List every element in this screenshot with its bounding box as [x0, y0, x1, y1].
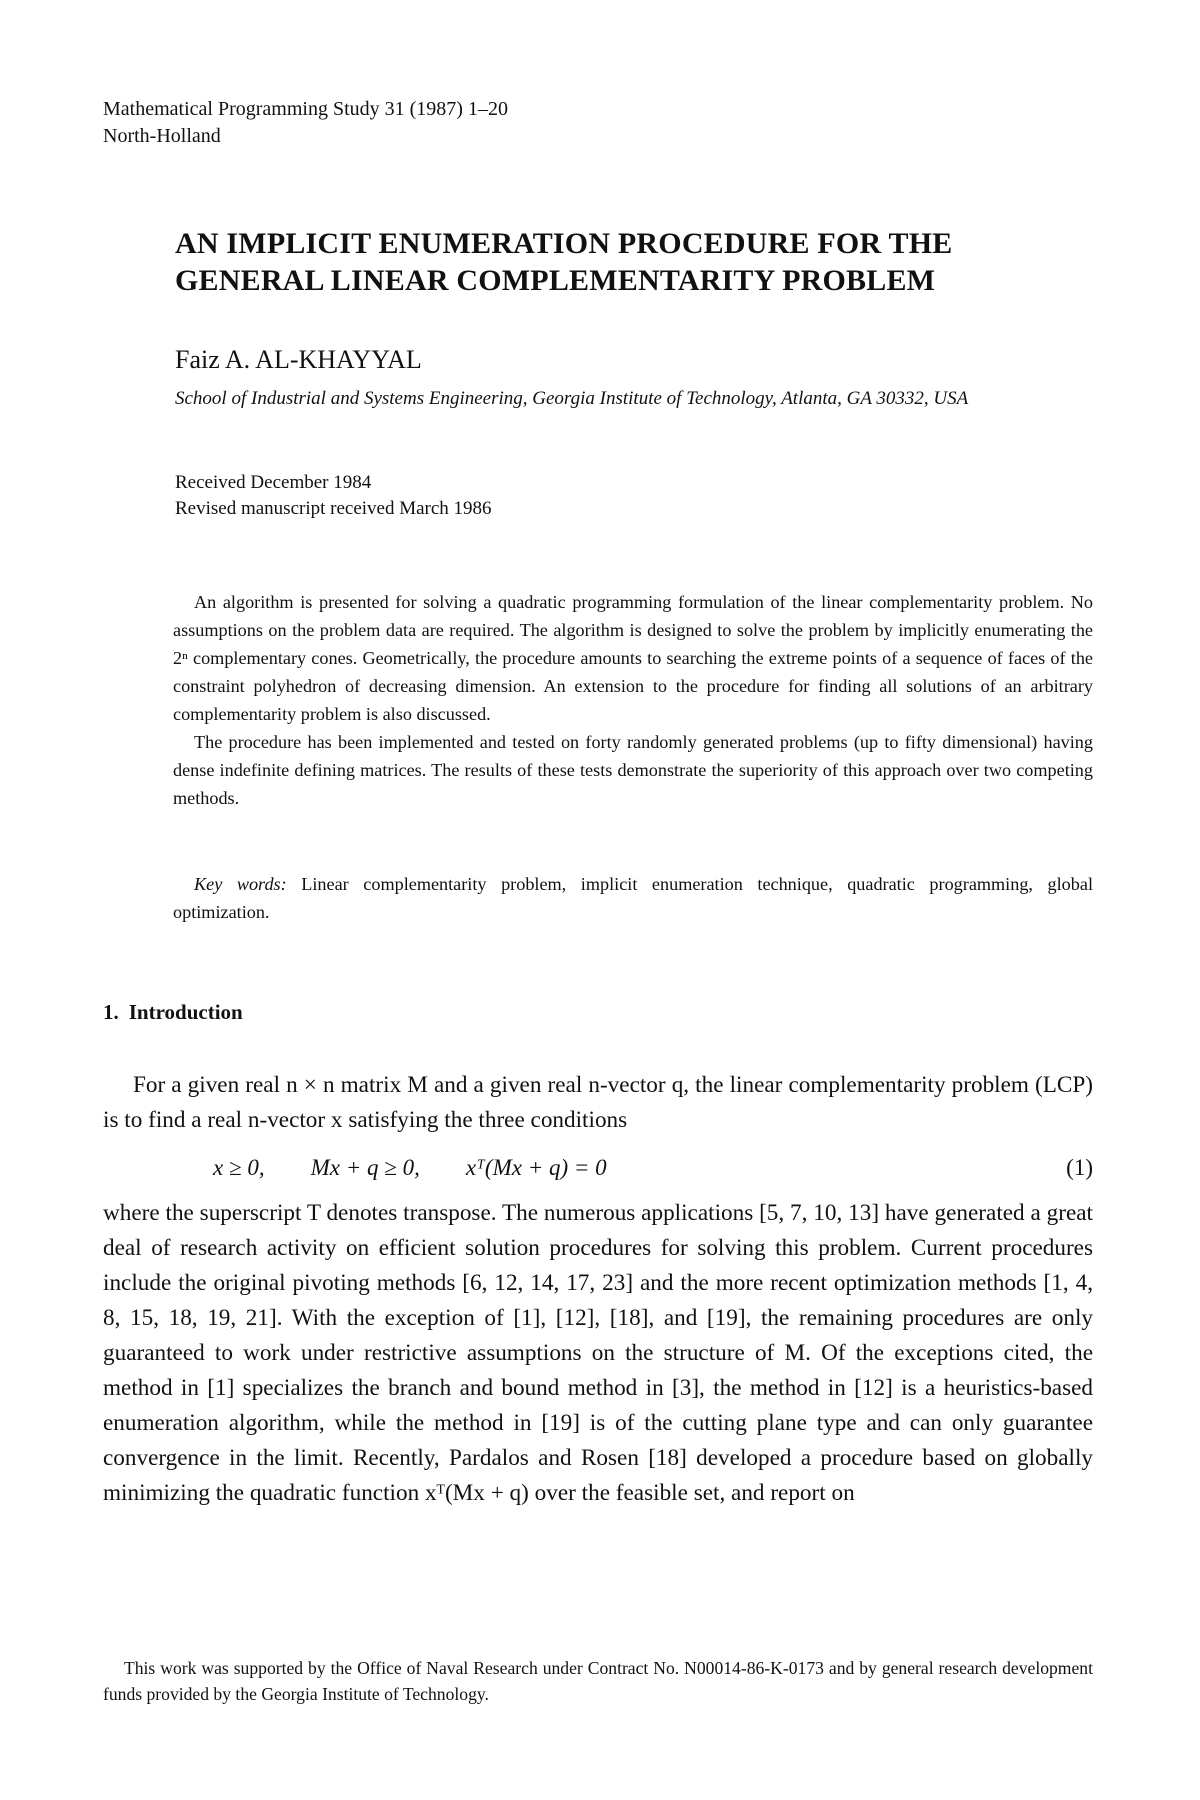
body-text [103, 1068, 1093, 1511]
journal-citation: Mathematical Programming Study 31 (1987) 1–20 [103, 98, 508, 120]
received-date: Received December 1984 [175, 472, 372, 493]
title-line-2: GENERAL LINEAR COMPLEMENTARITY PROBLEM [175, 264, 936, 297]
body-paragraph-2: where the superscript T denotes transpose. The numerous applications [5, 7, 10, 13] have generated a great deal of research activity on efficient solution procedures for solving this problem. Current procedures include the original pivoting methods [6, 12, 14, 17, 23] and the more recent optimization methods [1, 4, 8, 15, 18, 19, 21]. With the exception of [1], [12], [18], and [19], the remaining procedures are only guaranteed to work under restrictive assumptions on the structure of M. Of the exceptions cited, the method in [1] specializes the branch and bound method in [3], the method in [12] is a heuristics-based enumeration algorithm, while the method in [19] is of the cutting plane type and can only guarantee convergence in the limit. Recently, Pardalos and Rosen [18] developed a procedure based on globally minimizing the quadratic function xᵀ(Mx + q) over the feasible set, and report on [103, 1200, 1093, 1506]
body-paragraph-1: For a given real n × n matrix M and a given real n-vector q, the linear complementarity problem (LCP) is to find a real n-vector x satisfying the three conditions [103, 1072, 1093, 1133]
abstract-paragraph-1: An algorithm is presented for solving a quadratic programming formulation of the linear complementarity problem. No assumptions on the problem data are required. The algorithm is designed to solve the problem by implicitly enumerating the 2ⁿ complementary cones. Geometrically, the procedure amounts to searching the extreme points of a sequence of faces of the constraint polyhedron of decreasing dimension. An extension to the procedure for finding all solutions of an arbitrary complementarity problem is also discussed. [173, 592, 1093, 724]
journal-header [103, 96, 508, 150]
equation-content: x ≥ 0, Mx + q ≥ 0, xᵀ(Mx + q) = 0 [213, 1155, 607, 1180]
author-name: Faiz A. AL-KHAYYAL [175, 345, 422, 374]
abstract [173, 588, 1093, 812]
author-affiliation: School of Industrial and Systems Engineering, Georgia Institute of Technology, Atlanta, GA 30332, USA [175, 388, 969, 409]
publisher-name: North-Holland [103, 125, 221, 147]
equation-1 [103, 1146, 1093, 1190]
paper-title [175, 225, 1075, 299]
keywords [173, 870, 1093, 926]
section-title: Introduction [128, 1000, 243, 1024]
revised-date: Revised manuscript received March 1986 [175, 498, 492, 519]
equation-number: (1) [1066, 1155, 1093, 1180]
footnote: This work was supported by the Office of Naval Research under Contract No. N00014-86-K-0173 and by general research development funds provided by the Georgia Institute of Technology. [103, 1658, 1093, 1704]
submission-dates [175, 470, 492, 522]
keywords-label: Key words: [194, 874, 287, 894]
section-heading [103, 1000, 253, 1025]
keywords-text: Linear complementarity problem, implicit enumeration technique, quadratic programming, global optimization. [173, 874, 1093, 922]
abstract-paragraph-2: The procedure has been implemented and tested on forty randomly generated problems (up to fifty dimensional) having dense indefinite defining matrices. The results of these tests demonstrate the superiority of this approach over two competing methods. [173, 732, 1093, 808]
section-number: 1. [103, 1000, 119, 1024]
title-line-1: AN IMPLICIT ENUMERATION PROCEDURE FOR THE [175, 227, 953, 260]
